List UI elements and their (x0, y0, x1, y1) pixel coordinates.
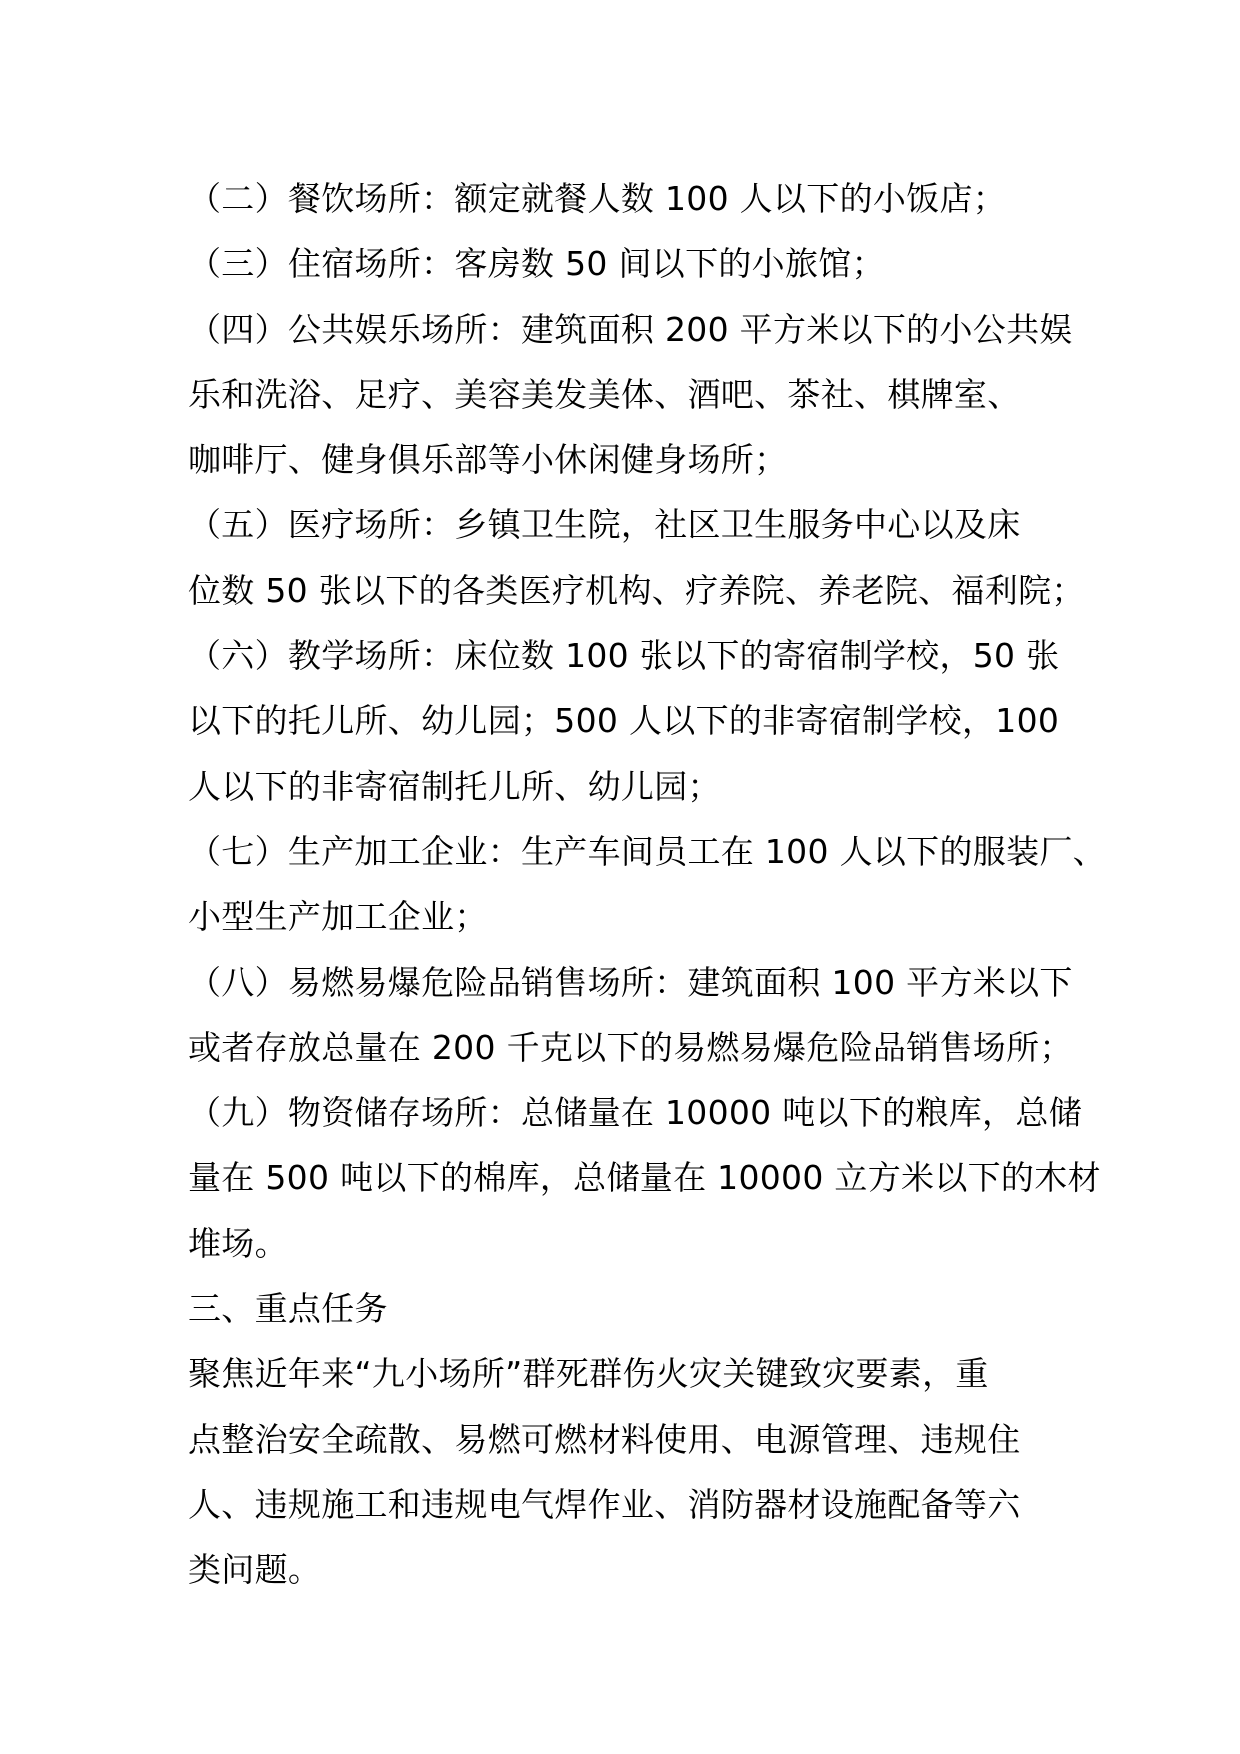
text-line: 聚焦近年来“九小场所”群死群伤火灾关键致灾要素，重 (188, 1354, 989, 1394)
text-line: 或者存放总量在 200 千克以下的易燃易爆危险品销售场所； (188, 1027, 1073, 1067)
section-heading: 三、重点任务 (188, 1289, 388, 1329)
text-line: 咖啡厅、健身俱乐部等小休闲健身场所； (188, 440, 788, 480)
text-line: （七）生产加工企业：生产车间员工在 100 人以下的服装厂、 (188, 831, 1106, 871)
text-line: 小型生产加工企业； (188, 897, 488, 937)
text-line: 人以下的非寄宿制托儿所、幼儿园； (188, 766, 721, 806)
text-line: 点整治安全疏散、易燃可燃材料使用、电源管理、违规住 (188, 1419, 1021, 1459)
document-body (188, 166, 1106, 1603)
text-line: （二）餐饮场所：额定就餐人数 100 人以下的小饭店； (188, 179, 1007, 218)
text-line: （六）教学场所：床位数 100 张以下的寄宿制学校，50 张 (188, 636, 1060, 676)
text-line: 人、违规施工和违规电气焊作业、消防器材设施配备等六 (188, 1484, 1021, 1524)
text-line: （八）易燃易爆危险品销售场所：建筑面积 100 平方米以下 (188, 962, 1073, 1002)
text-line: 量在 500 吨以下的棉库，总储量在 10000 立方米以下的木材 (188, 1158, 1101, 1198)
text-line: 乐和洗浴、足疗、美容美发美体、酒吧、茶社、棋牌室、 (188, 374, 1021, 414)
text-line: 类问题。 (188, 1550, 322, 1590)
text-line: 堆场。 (188, 1223, 288, 1263)
text-line: 以下的托儿所、幼儿园；500 人以下的非寄宿制学校，100 (188, 701, 1060, 741)
text-line: （四）公共娱乐场所：建筑面积 200 平方米以下的小公共娱 (188, 309, 1073, 349)
text-line: （九）物资储存场所：总储量在 10000 吨以下的粮库，总储 (188, 1093, 1082, 1133)
text-line: （三）住宿场所：客房数 50 间以下的小旅馆； (188, 244, 885, 284)
text-line: 位数 50 张以下的各类医疗机构、疗养院、养老院、福利院； (188, 570, 1085, 610)
text-line: （五）医疗场所：乡镇卫生院，社区卫生服务中心以及床 (188, 505, 1021, 545)
